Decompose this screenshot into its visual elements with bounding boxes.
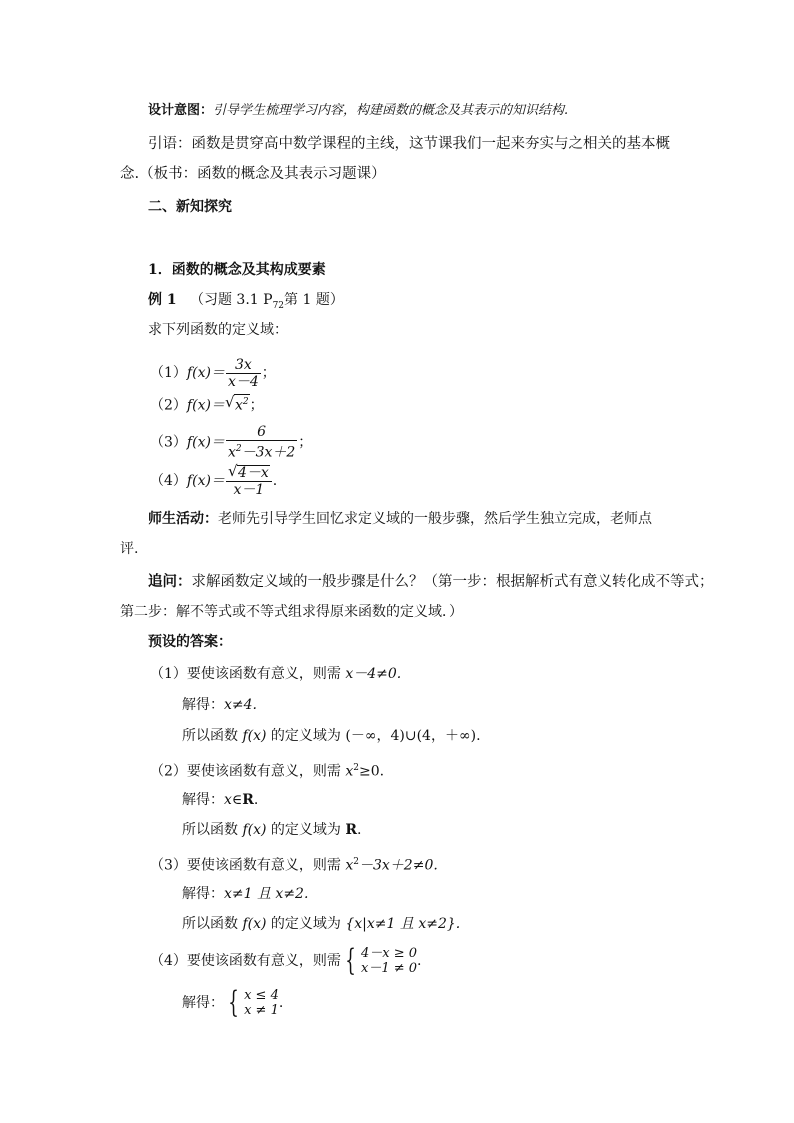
activity-line-1: [148, 509, 652, 529]
example-source-pre: （习题 3.1 P: [189, 292, 273, 308]
answer-3-solution: 解得：x≠1 且 x≠2.: [182, 886, 309, 902]
left-brace-icon: {: [228, 985, 239, 1020]
answer-4-solution: 解得： { x ≤ 4 x ≠ 1 .: [182, 985, 284, 1020]
answer-1-condition: （1）要使该函数有意义，则需 x－4≠0.: [150, 666, 402, 682]
problem-tail: ；: [249, 397, 264, 414]
inequality-system: { 4－x ≥ 0 x－1 ≠ 0: [345, 943, 418, 978]
fraction: [226, 461, 272, 498]
design-intent: [148, 101, 568, 121]
part1-title: 1．函数的概念及其构成要素: [148, 262, 326, 278]
problem-tail: .: [272, 473, 278, 489]
fraction: [226, 357, 261, 390]
radicand: x: [234, 397, 243, 414]
example-source-sub: 72: [272, 300, 285, 311]
radical-icon: √: [224, 393, 235, 411]
problem-index: （4）: [150, 473, 187, 489]
followup-text: 求解函数定义域的一般步骤是什么？（第一步：根据解析式有意义转化成不等式；: [191, 574, 714, 590]
answer-2-solution: 解得：x∈R.: [182, 792, 259, 808]
answer-1-conclusion: 所以函数 f(x) 的定义域为 (－∞，4)∪(4，＋∞).: [182, 728, 481, 744]
followup-line-1: [148, 572, 714, 592]
followup-line-2: 第二步：解不等式或不等式组求得原来函数的定义域．）: [120, 604, 463, 620]
denominator: $x^2-3x+2$: [226, 440, 297, 461]
fraction: [226, 424, 297, 461]
design-intent-label: 设计意图：: [148, 103, 214, 118]
activity-label: 师生活动：: [148, 511, 218, 527]
problem-tail: ；: [298, 434, 313, 451]
example-source-post: 第 1 题）: [284, 292, 344, 308]
answer-1-solution: 解得：x≠4.: [182, 697, 257, 713]
denominator: x－4: [227, 373, 259, 390]
problem-index: （1）: [150, 365, 187, 381]
problem-3: [150, 424, 312, 461]
answer-2-conclusion: 所以函数 f(x) 的定义域为 R.: [182, 822, 362, 838]
design-intent-text: 引导学生梳理学习内容，构建函数的概念及其表示的知识结构.: [213, 103, 569, 118]
left-brace-icon: {: [345, 943, 356, 978]
problem-lhs: f(x)＝: [186, 365, 225, 381]
lead-line-2: 念.（板书：函数的概念及其表示习题课）: [120, 166, 386, 182]
exponent: 2: [242, 397, 249, 407]
example-prompt: 求下列函数的定义域：: [148, 322, 288, 338]
problem-index: （2）: [150, 397, 187, 414]
radical-icon: √: [227, 461, 238, 480]
sqrt-expression: [225, 394, 250, 416]
example-heading: [148, 290, 344, 316]
sqrt-expression: [227, 461, 270, 481]
numerator: 3x: [234, 356, 252, 373]
answer-2-condition: （2）要使该函数有意义，则需 $x^2\ge 0$.: [150, 763, 385, 780]
problem-4: [150, 461, 278, 498]
answers-title: 预设的答案：: [148, 634, 232, 650]
activity-line-2: 评.: [120, 541, 139, 557]
answer-3-conclusion: 所以函数 f(x) 的定义域为 {x|x≠1 且 x≠2}.: [182, 916, 461, 932]
lead-line-1: 引语：函数是贯穿高中数学课程的主线，这节课我们一起来夯实与之相关的基本概: [148, 136, 670, 152]
problem-lhs: f(x)＝: [186, 397, 225, 414]
problem-lhs: f(x)＝: [186, 473, 225, 489]
numerator: 6: [257, 424, 267, 440]
problem-1: [150, 356, 276, 390]
problem-tail: ；: [261, 365, 276, 381]
problem-index: （3）: [150, 434, 187, 451]
problem-2: [150, 394, 264, 416]
inequality-system: { x ≤ 4 x ≠ 1: [228, 985, 279, 1020]
radicand: 4－x: [237, 464, 269, 481]
example-label: 例 1: [148, 292, 177, 308]
answer-3-condition: （3）要使该函数有意义，则需 $x^2-3x+2\ne 0$.: [150, 857, 438, 874]
followup-label: 追问：: [148, 573, 192, 590]
answer-4-condition: （4）要使该函数有意义，则需 { 4－x ≥ 0 x－1 ≠ 0 .: [150, 943, 422, 978]
activity-text: 老师先引导学生回忆求定义域的一般步骤，然后学生独立完成，老师点: [218, 511, 652, 527]
denominator: x－1: [226, 481, 272, 498]
section-title: 二、新知探究: [148, 199, 232, 215]
numerator: [226, 461, 272, 481]
problem-lhs: f(x)＝: [186, 434, 225, 451]
